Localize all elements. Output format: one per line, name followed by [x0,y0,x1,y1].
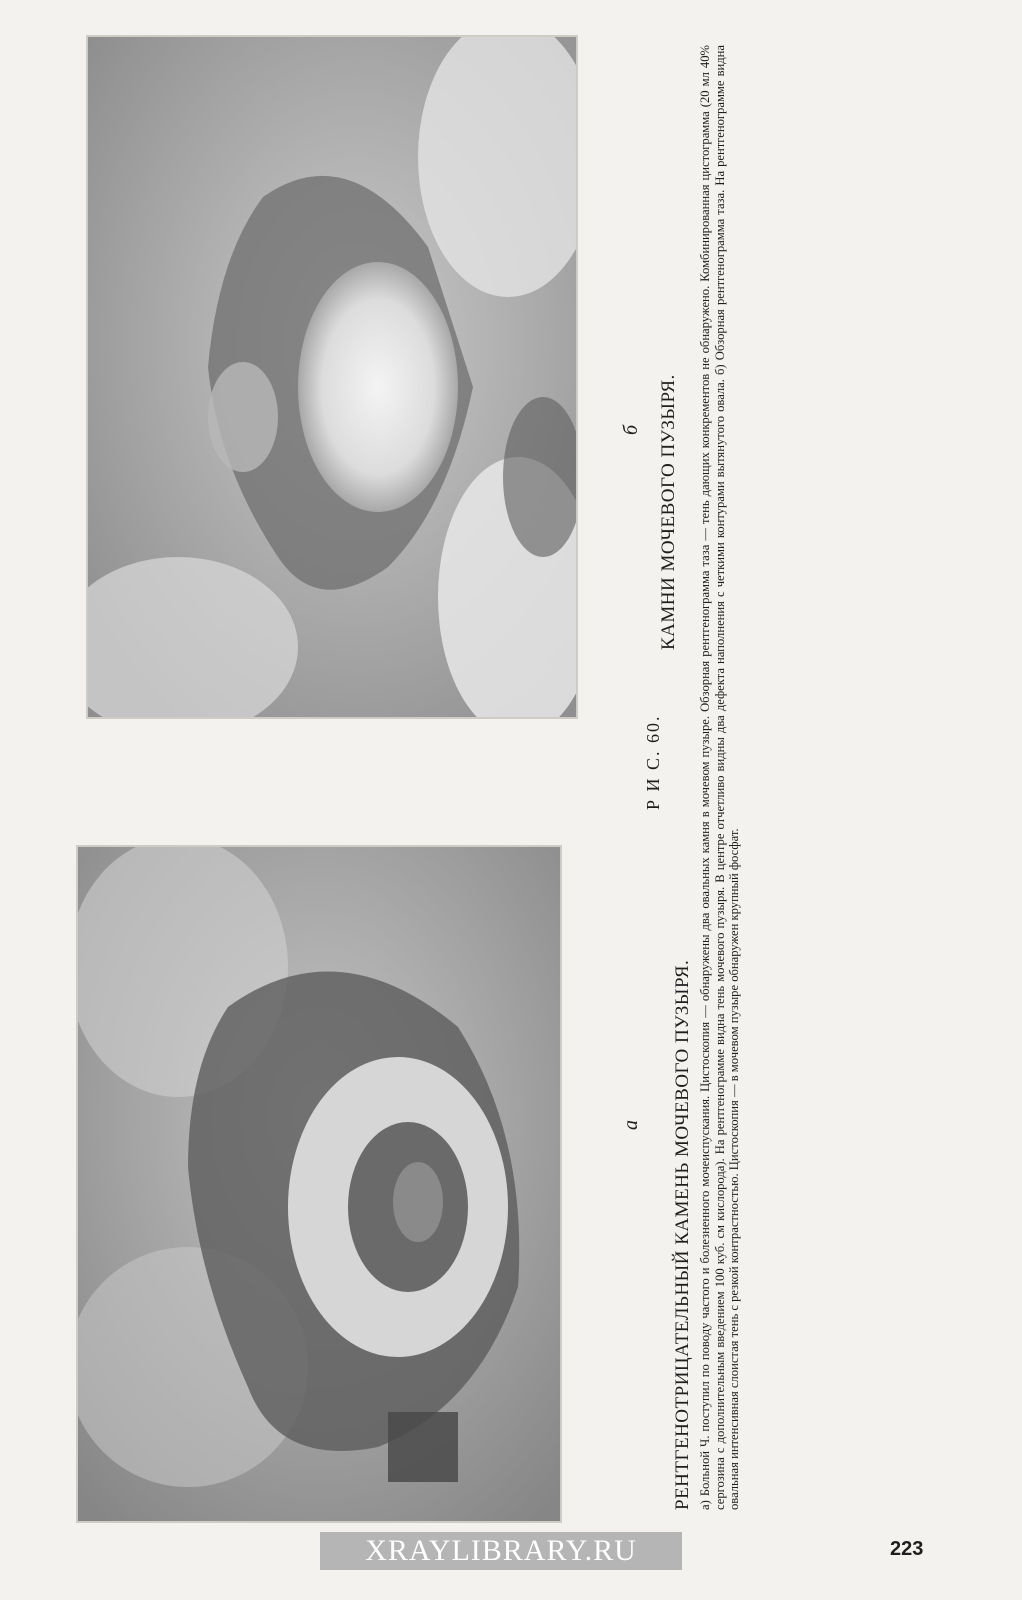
panel-b-title: КАМНИ МОЧЕВОГО ПУЗЫРЯ. [658,374,679,650]
panel-a-title: РЕНТГЕНОТРИЦАТЕЛЬНЫЙ КАМЕНЬ МОЧЕВОГО ПУЗЫРЯ. [672,959,693,1510]
figure-number: Р И С. 60. [643,714,663,810]
xray-image-a [76,845,562,1523]
xray-image-b [86,35,578,719]
page-number: 223 [890,1538,924,1560]
watermark: XRAYLIBRARY.RU [320,1532,682,1570]
xray-b-graphic [88,37,576,717]
caption-body-text: а) Больной Ч. поступил по поводу частого и болезненного мочеиспускания. Цистоскопия — обнаружены два овальных камня в мочевом пузыре. Обзорная рентгенограмма таза — тень дающих конкрементов не обнаружено. Комбинированная цистограмма (20 мл 40% сергозина с дополнительным введением 100 куб. см кислорода). На рентгенограмме видна тень мочевого пузыря. В центре отчетливо видны два дефекта наполнения с четкими контурами вытянутого овала. б) Обзорная рентгенограмма таза. На рентгенограмме видна овальная интенсивная слоистая тень с резкой контрастностью. Цистоскопия — в мочевом пузыре обнаружен крупный фосфат. [698,45,741,1510]
panel-b-label: б [620,424,642,435]
figure-caption-block [620,30,770,1510]
xray-a-graphic [78,847,560,1521]
panel-a-label: а [620,1120,642,1130]
